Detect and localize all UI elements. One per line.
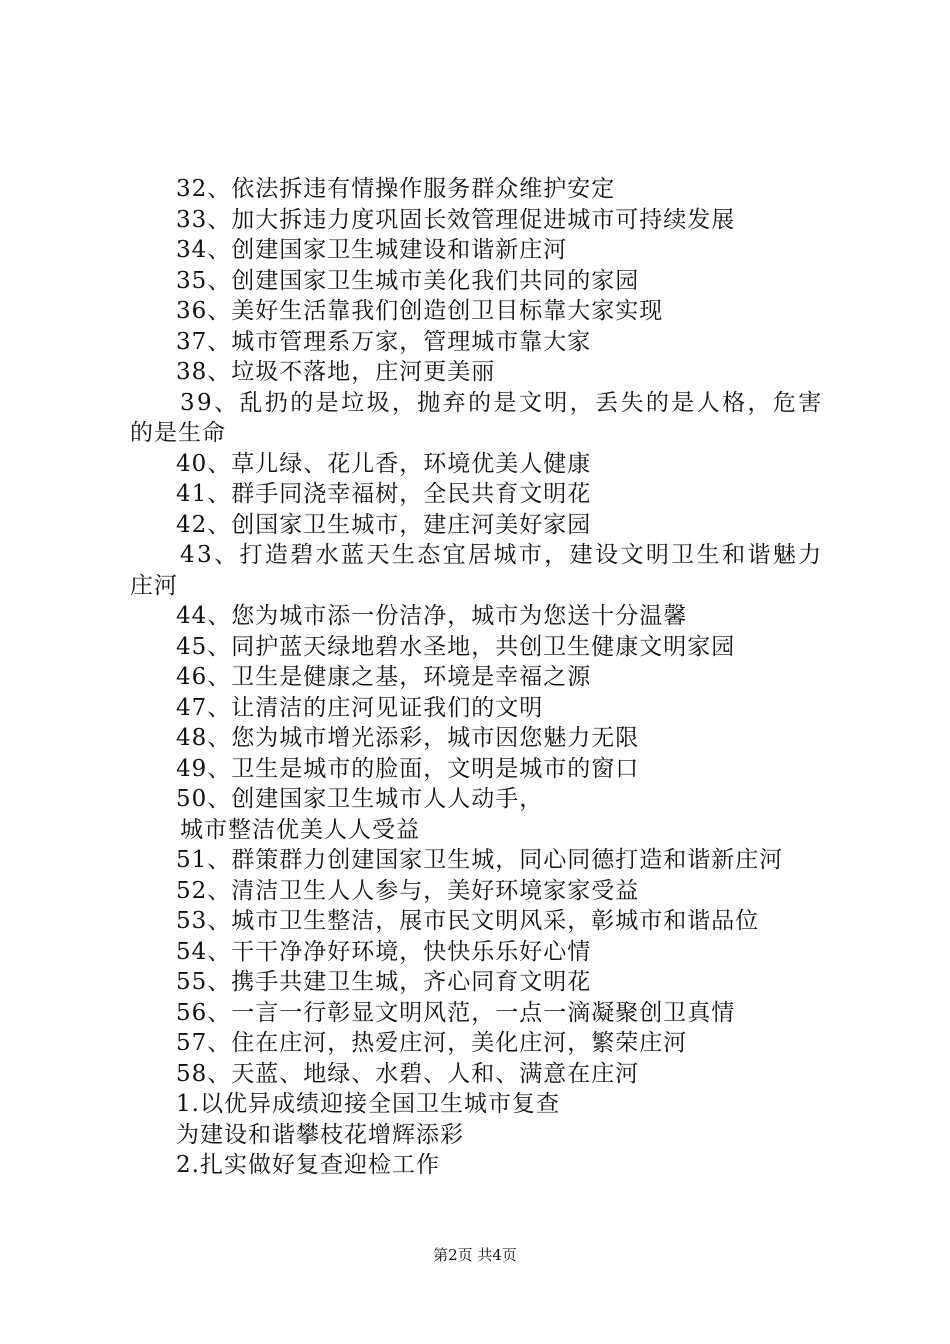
slogan-52: 52、清洁卫生人人参与，美好环境家家受益 xyxy=(176,877,640,904)
slogan-50: 50、创建国家卫生城市人人动手， xyxy=(176,786,544,812)
slogan-39-continued: 的是生命 xyxy=(130,420,226,446)
slogan-33: 33、加大拆违力度巩固长效管理促进城市可持续发展 xyxy=(176,206,736,233)
slogan-51: 51、群策群力创建国家卫生城，同心同德打造和谐新庄河 xyxy=(176,847,784,873)
slogan-38: 38、垃圾不落地，庄河更美丽 xyxy=(176,359,496,385)
slogan-47: 47、让清洁的庄河见证我们的文明 xyxy=(176,694,544,721)
slogan-34: 34、创建国家卫生城建设和谐新庄河 xyxy=(176,237,568,263)
slogan-list xyxy=(130,174,830,1181)
slogan-54: 54、干干净净好环境，快快乐乐好心情 xyxy=(176,938,592,965)
slogan-49: 49、卫生是城市的脸面，文明是城市的窗口 xyxy=(176,755,640,782)
slogan-43-continued: 庄河 xyxy=(130,572,178,599)
slogan-43: 43、打造碧水蓝天生态宜居城市，建设文明卫生和谐魅力 xyxy=(180,542,824,568)
slogan-53: 53、城市卫生整洁，展市民文明风采，彰城市和谐品位 xyxy=(176,908,760,934)
slogan-32: 32、依法拆违有情操作服务群众维护安定 xyxy=(176,176,616,202)
slogan-48: 48、您为城市增光添彩，城市因您魅力无限 xyxy=(176,725,640,751)
slogan-58: 58、天蓝、地绿、水碧、人和、满意在庄河 xyxy=(176,1060,640,1087)
slogan-57: 57、住在庄河，热爱庄河，美化庄河，繁荣庄河 xyxy=(176,1030,688,1056)
slogan-46: 46、卫生是健康之基，环境是幸福之源 xyxy=(176,664,592,690)
slogan-42: 42、创国家卫生城市，建庄河美好家园 xyxy=(176,511,592,538)
slogan-40: 40、草儿绿、花儿香，环境优美人健康 xyxy=(176,450,592,477)
slogan-45: 45、同护蓝天绿地碧水圣地，共创卫生健康文明家园 xyxy=(176,633,736,660)
slogan-41: 41、群手同浇幸福树，全民共育文明花 xyxy=(176,481,592,507)
slogan-36: 36、美好生活靠我们创造创卫目标靠大家实现 xyxy=(176,298,664,324)
slogan-44: 44、您为城市添一份洁净，城市为您送十分温馨 xyxy=(176,603,688,629)
page-number-footer: 第2页 共4页 xyxy=(433,1246,517,1264)
section-heading-1: 1.以优异成绩迎接全国卫生城市复查 xyxy=(176,1091,560,1117)
slogan-37: 37、城市管理系万家，管理城市靠大家 xyxy=(176,328,592,355)
slogan-55: 55、携手共建卫生城，齐心同育文明花 xyxy=(176,969,592,995)
slogan-56: 56、一言一行彰显文明风范，一点一滴凝聚创卫真情 xyxy=(176,999,736,1026)
slogan-35: 35、创建国家卫生城市美化我们共同的家园 xyxy=(176,267,640,294)
section-heading-1-continued: 为建设和谐攀枝花增辉添彩 xyxy=(176,1121,464,1148)
slogan-39: 39、乱扔的是垃圾，抛弃的是文明，丢失的是人格，危害 xyxy=(180,389,824,416)
section-heading-2: 2.扎实做好复查迎检工作 xyxy=(176,1152,440,1178)
slogan-50-continued: 城市整洁优美人人受益 xyxy=(180,816,420,843)
